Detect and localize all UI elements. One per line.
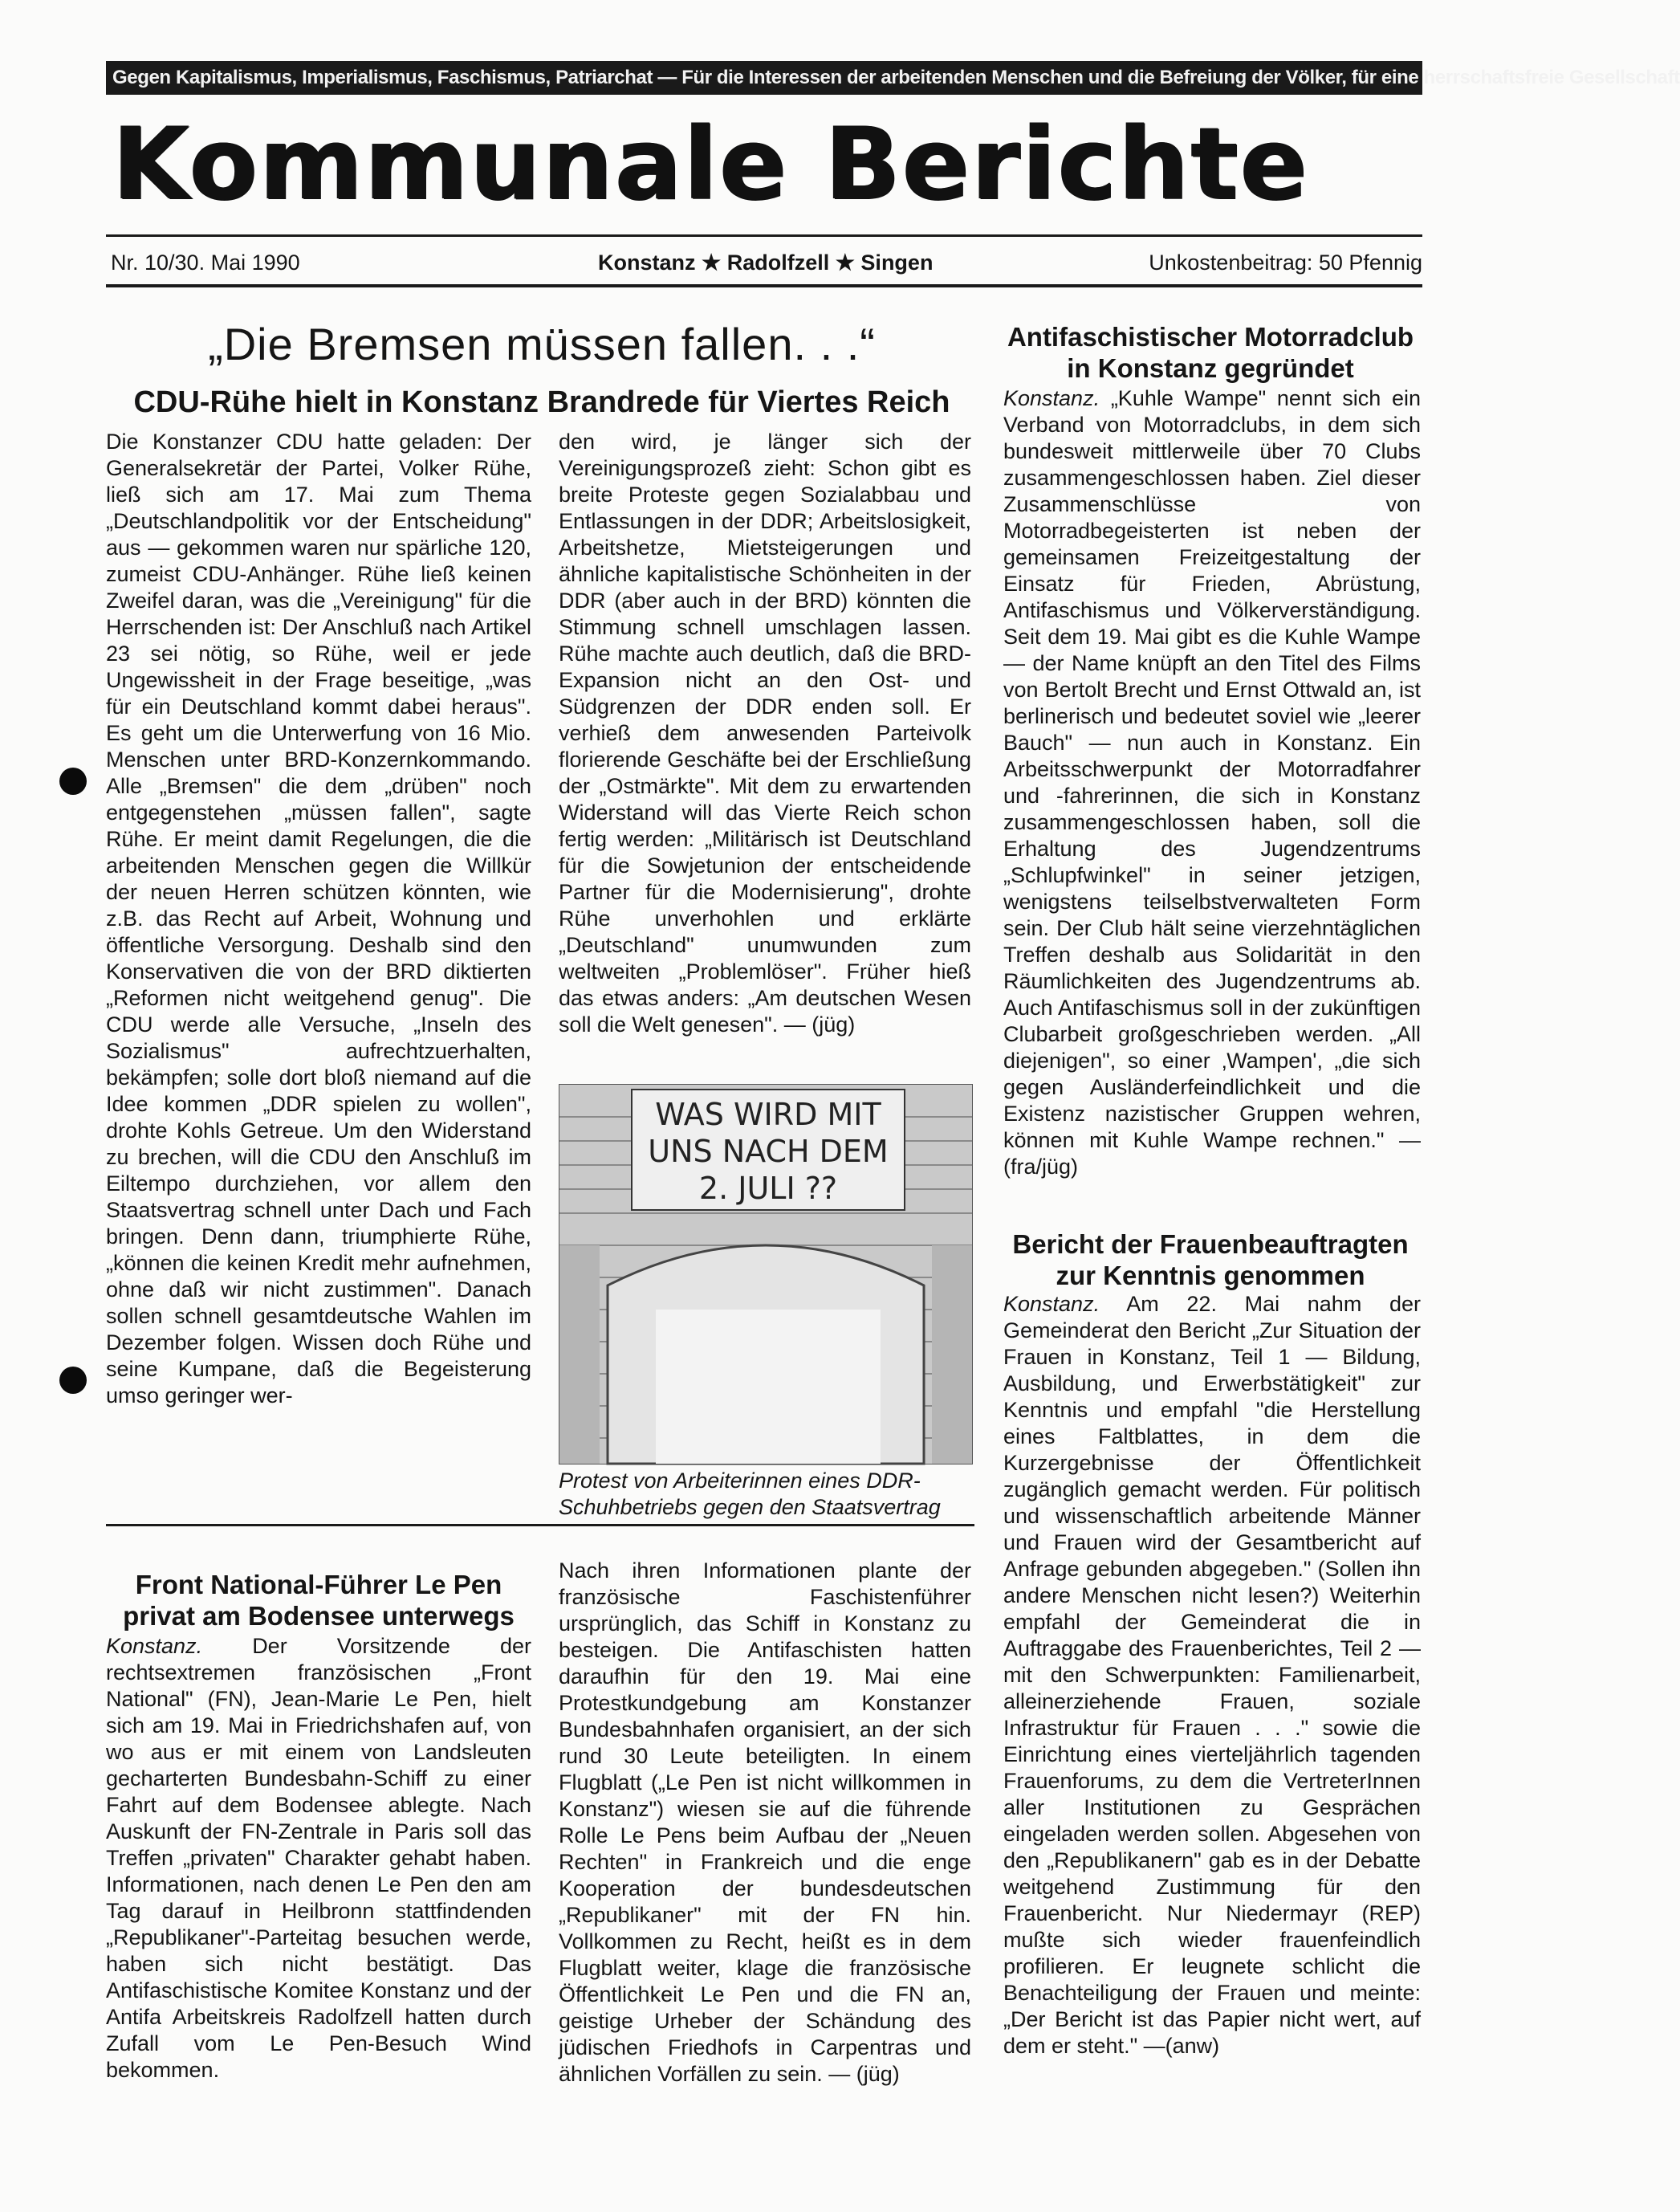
masthead-rule-bottom — [106, 284, 1422, 287]
cities: Konstanz ★ Radolfzell ★ Singen — [598, 251, 934, 275]
motorclub-headline: Antifaschistischer Motorradclub in Konstanz gegründet — [1007, 322, 1414, 383]
lead-subheadline: CDU-Rühe hielt in Konstanz Brandrede für Viertes Reich — [133, 385, 950, 419]
price: Unkostenbeitrag: 50 Pfennig — [1149, 251, 1422, 275]
masthead-rule-top — [106, 234, 1422, 237]
punch-hole-top — [59, 768, 87, 795]
lead-column-1 — [106, 429, 531, 1409]
lepen-text-2: Nach ihren Informationen plante der französische Faschistenführer ursprünglich, das Schiff in Konstanz zu besteigen. Die Antifaschisten hatten daraufhin für den 19. Mai eine Protestkundgebung am Konstanzer Bundesbahnhafen organisiert, an der sich rund 30 Leute beteiligten. In einem Flugblatt („Le Pen ist nicht willkommen in Konstanz") wiesen sie auf die führende Rolle Le Pens beim Aufbau der „Neuen Rechten" in Frankreich und die enge Kooperation der bundesdeutschen „Republikaner" mit der FN hin. Vollkommen zu Recht, heißt es in dem Flugblatt weiter, klage die französische Öffentlichkeit Le Pen und die FN an, geistige Urheber der Schändung des jüdischen Friedhofs in Carpentras und ähnlichen Vorfällen zu sein. — (jüg) — [559, 1558, 971, 2086]
article-divider — [106, 1524, 974, 1526]
masthead-tagline: Gegen Kapitalismus, Imperialismus, Faschismus, Patriarchat — Für die Interessen der arbeitenden Menschen und die Befreiung der Völker, für eine herrschaftsfreie Gesellschaft — [106, 61, 1422, 95]
masthead-title: Kommunale Berichte — [112, 107, 1309, 222]
frauen-text: Am 22. Mai nahm der Gemeinderat den Bericht „Zur Situation der Frauen in Konstanz, Teil 1 — Bildung, Ausbildung, und Erwerbstätigkeit" zur Kenntnis und empfahl "die Herstellung eines Faltblattes, in dem die Kurzergebnisse der Öffentlichkeit zugänglich gemacht werden. Für politisch und wissenschaftlich arbeitende Männer und Frauen wird der Gesamtbericht auf Anfrage gebunden abgegeben." (Sollen ihn andere Menschen nicht lesen?) Weiterhin empfahl der Gemeinderat die in Auftraggabe des Frauenberichtes, Teil 2 — mit den Schwerpunkten: Familienarbeit, alleinerziehende Frauen, soziale Infrastruktur für Frauen . . ." sowie die Einrichtung eines vierteljährlich tagenden Frauenforums, zu dem die VertreterInnen aller Institutionen zu Gesprächen eingeladen werden sollen. Abgesehen von den „Republikanern" gab es in der Debatte weitgehend Zustimmung für den Frauenbericht. Nur Niedermayr (REP) mußte sich wieder frauenfeindlich profilieren. Er leugnete schlicht die Benachteiligung der Frauen und meinte: „Der Bericht ist das Papier nicht wert, auf dem er steht." —(anw) — [1003, 1292, 1421, 2058]
lead-text-1: Die Konstanzer CDU hatte geladen: Der Generalsekretär der Partei, Volker Rühe, ließ sich am 17. Mai zum Thema „Deutschlandpolitik vor der Entscheidung" aus — gekommen waren nur spärliche 120, zumeist CDU-Anhänger. Rühe ließ keinen Zweifel daran, was die „Vereinigung" für die Herrschenden ist: Der Anschluß nach Artikel 23 sei nötig, so Rühe, weil er jede Ungewissheit in der Frage beseitige, „was für ein Deutschland kommt dabei heraus". Es geht um die Unterwerfung von 16 Mio. Menschen unter BRD-Konzernkommando. Alle „Bremsen" die dem „drüben" noch entgegenstehen „müssen fallen", sagte Rühe. Er meint damit Regelungen, die die arbeitenden Menschen gegen die Willkür der neuen Herren schützen könnten, wie z.B. das Recht auf Arbeit, Wohnung und öffentliche Versorgung. Deshalb sind den Konservativen die von der BRD diktierten „Reformen nicht weitgehend genug". Die CDU werde alle Versuche, „Inseln des Sozialismus" aufrechtzuerhalten, bekämpfen; solle dort bloß niemand auf die Idee kommen „DDR spielen zu wollen", drohte Kohls Getreue. Um den Widerstand zu brechen, will die CDU den Anschluß im Eiltempo durchziehen, vor allem den Staatsvertrag schnell unter Dach und Fach bringen. Denn dann, triumphierte Rühe, „können die keinen Kredit mehr aufnehmen, ohne daß wir nicht zustimmen". Danach sollen schnell gesamtdeutsche Wahlen im Dezember folgen. Wissen doch Rühe und seine Kumpane, daß die Begeisterung umso geringer wer- — [106, 430, 531, 1407]
lepen-column-1 — [106, 1633, 531, 2084]
lepen-headline: Front National-Führer Le Pen privat am Bodensee unterwegs — [123, 1570, 515, 1631]
motorclub-text: „Kuhle Wampe" nennt sich ein Verband von Motorradclubs, in dem sich bundesweit mittlerweile über 70 Clubs zusammengeschlossen haben. Ziel dieser Zusammenschlüsse von Motorradbegeisterten ist neben der gemeinsamen Freizeitgestaltung der Einsatz für Frieden, Abrüstung, Antifaschismus und Völkerverständigung. Seit dem 19. Mai gibt es die Kuhle Wampe — der Name knüpft an den Titel des Films von Bertolt Brecht und Ernst Ottwald an, ist berlinerisch und bedeutet soviel wie „leerer Bauch" — nun auch in Konstanz. Ein Arbeitsschwerpunkt der Motorradfahrer und -fahrerinnen, die sich in Konstanz zusammengeschlossen haben, soll die Erhaltung des Jugendzentrums „Schlupfwinkel" in seiner jetzigen, wenigstens teilselbstverwalteten Form sein. Der Club hält seine vierzehntäglichen Treffen deshalb aus Solidarität in den Räumlichkeiten des Jugendzentrums ab. Auch Antifaschismus soll in der zukünftigen Clubarbeit großgeschrieben werden. „All diejenigen", so einer ‚Wampen', „die sich gegen Ausländerfeindlichkeit und die Existenz nazistischer Gruppen wehren, können mit Kuhle Wampe rechnen." — (fra/jüg) — [1003, 386, 1421, 1179]
protest-photo — [559, 1084, 973, 1464]
frauen-dateline: Konstanz. — [1003, 1292, 1100, 1316]
lead-column-2 — [559, 429, 971, 1038]
lead-text-2: den wird, je länger sich der Vereinigungsprozeß zieht: Schon gibt es breite Proteste gegen Sozialabbau und Entlassungen in der DDR; Arbeitslosigkeit, Arbeitshetze, Mietsteigerungen und ähnliche kapitalistische Schönheiten in der DDR (aber auch in der BRD) könnten die Stimmung schnell umschlagen lassen. Rühe machte auch deutlich, daß die BRD-Expansion nicht an den Ost- und Südgrenzen der DDR enden soll. Er verhieß dem anwesenden Parteivolk florierende Geschäfte bei der Erschließung der „Ostmärkte". Mit dem zu erwartenden Widerstand will das Vierte Reich schon fertig werden: „Militärisch ist Deutschland für die Sowjetunion der entscheidende Partner für die Modernisierung", drohte Rühe unverhohlen und erklärte „Deutschland" unumwunden zum weltweiten „Problemlöser". Früher hieß das etwas anders: „Am deutschen Wesen soll die Welt genesen". — (jüg) — [559, 430, 971, 1037]
lepen-dateline: Konstanz. — [106, 1634, 203, 1658]
motorclub-column — [1003, 385, 1421, 1180]
lead-headline: „Die Bremsen müssen fallen. . .“ — [208, 319, 876, 369]
frauen-column — [1003, 1291, 1421, 2059]
frauen-headline: Bericht der Frauenbeauftragten zur Kenntnis genommen — [1012, 1229, 1409, 1290]
lepen-column-2 — [559, 1558, 971, 2088]
punch-hole-bottom — [59, 1367, 87, 1394]
issue-number: Nr. 10/30. Mai 1990 — [111, 251, 300, 275]
motorclub-dateline: Konstanz. — [1003, 386, 1100, 410]
lepen-text-1: Der Vorsitzende der rechtsextremen französischen „Front National" (FN), Jean-Marie Le Pen, hielt sich am 19. Mai in Friedrichshafen auf, von wo aus er mit einem von Landsleuten gecharterten Bundesbahn-Schiff zu einer Fahrt auf dem Bodensee ablegte. Nach Auskunft der FN-Zentrale in Paris soll das Treffen „privaten" Charakter gehabt haben. Informationen, nach denen Le Pen den am Tag darauf in Heilbronn stattfindenden „Republikaner"-Parteitag besuchen werde, haben sich nicht bestätigt. Das Antifaschistische Komitee Konstanz und der Antifa Arbeitskreis Radolfzell hatten durch Zufall vom Le Pen-Besuch Wind bekommen. — [106, 1634, 531, 2082]
photo-caption: Protest von Arbeiterinnen eines DDR-Schuhbetriebs gegen den Staatsvertrag — [559, 1469, 941, 1519]
photo-banner-text: WAS WIRD MIT UNS NACH DEM 2. JULI ?? — [648, 1097, 889, 1206]
